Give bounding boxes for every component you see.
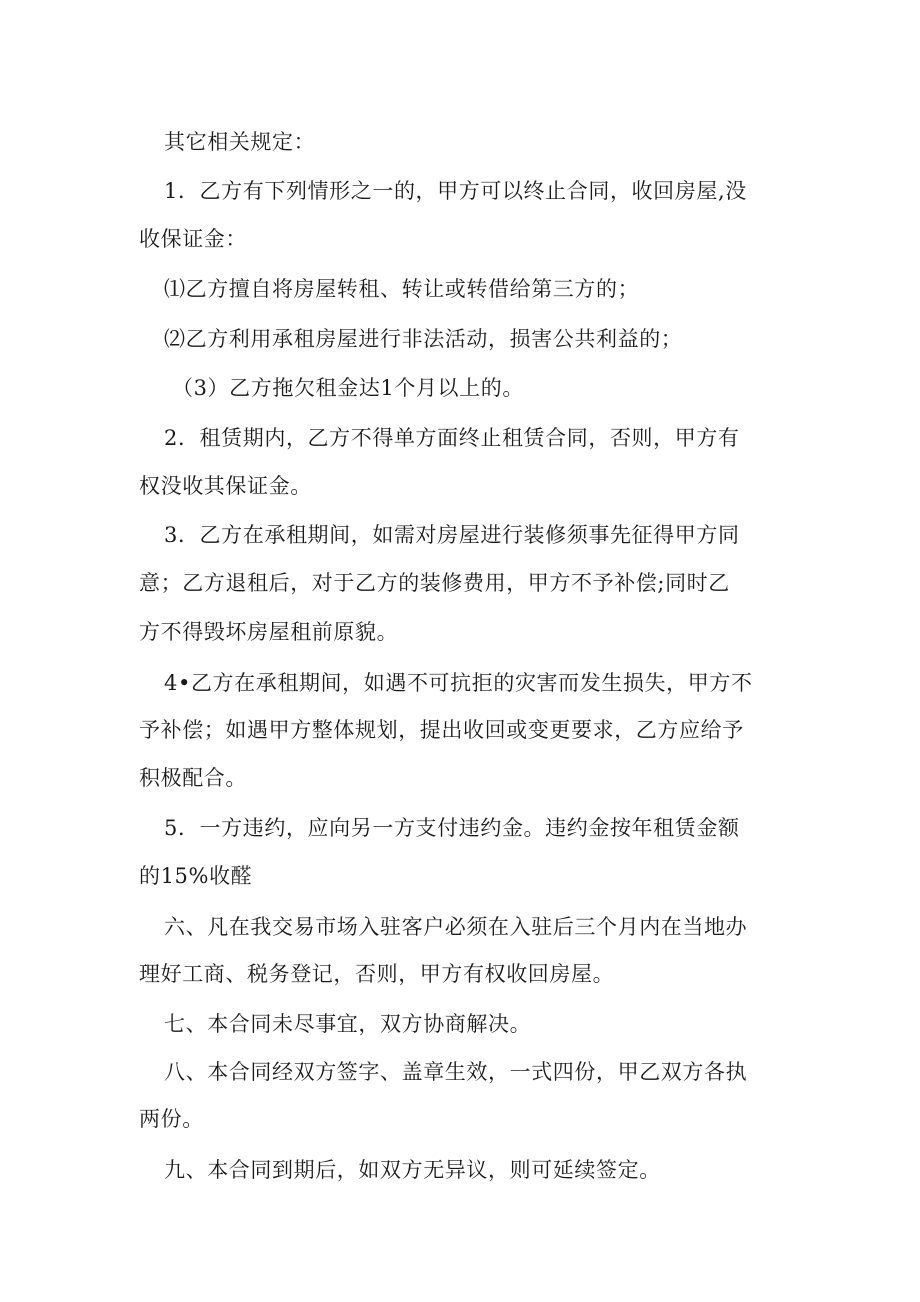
clause-3-line-2: 意；乙方退租后，对于乙方的装修费用，甲方不予补偿;同时乙 [139, 571, 730, 595]
clause-1-line-1: 1．乙方有下列情形之一的，甲方可以终止合同，收回房屋,没 [164, 179, 747, 203]
article-8-line-1: 八、本合同经双方签字、盖章生效，一式四份，甲乙双方各执 [164, 1060, 748, 1084]
clause-5-line-2: 的15%收醛 [139, 864, 253, 888]
article-7: 七、本合同未尽事宜，双方协商解决。 [164, 1012, 532, 1036]
clause-1-line-2: 收保证金： [139, 227, 247, 251]
clause-2-line-2: 权没收其保证金。 [139, 474, 312, 498]
clause-3-line-3: 方不得毁坏房屋租前原貌。 [139, 620, 399, 644]
clause-5-line-1: 5．一方违约，应向另一方支付违约金。违约金按年租赁金额 [164, 816, 740, 840]
clause-4-line-3: 积极配合。 [139, 766, 247, 790]
article-6-line-2: 理好工商、税务登记，否则，甲方有权收回房屋。 [139, 962, 615, 986]
article-9: 九、本合同到期后，如双方无异议，则可延续签定。 [164, 1158, 661, 1182]
section-heading: 其它相关规定： [164, 130, 316, 154]
clause-1-item-3: （3）乙方拖欠租金达1个月以上的。 [172, 376, 524, 400]
clause-1-item-1: ⑴乙方擅自将房屋转租、转让或转借给第三方的； [164, 277, 640, 301]
article-6-line-1: 六、凡在我交易市场入驻客户必须在入驻后三个月内在当地办 [164, 915, 748, 939]
article-8-line-2: 两份。 [139, 1107, 204, 1131]
clause-4-line-1: 4•乙方在承租期间，如遇不可抗拒的灾害而发生损失，甲方不 [164, 671, 753, 695]
clause-3-line-1: 3．乙方在承租期间，如需对房屋进行装修须事先征得甲方同 [164, 523, 740, 547]
clause-1-item-2: ⑵乙方利用承租房屋进行非法活动，损害公共利益的； [164, 327, 683, 351]
clause-4-line-2: 予补偿；如遇甲方整体规划，提出收回或变更要求，乙方应给予 [139, 718, 744, 742]
clause-2-line-1: 2．租赁期内，乙方不得单方面终止租赁合同，否则，甲方有 [164, 426, 740, 450]
